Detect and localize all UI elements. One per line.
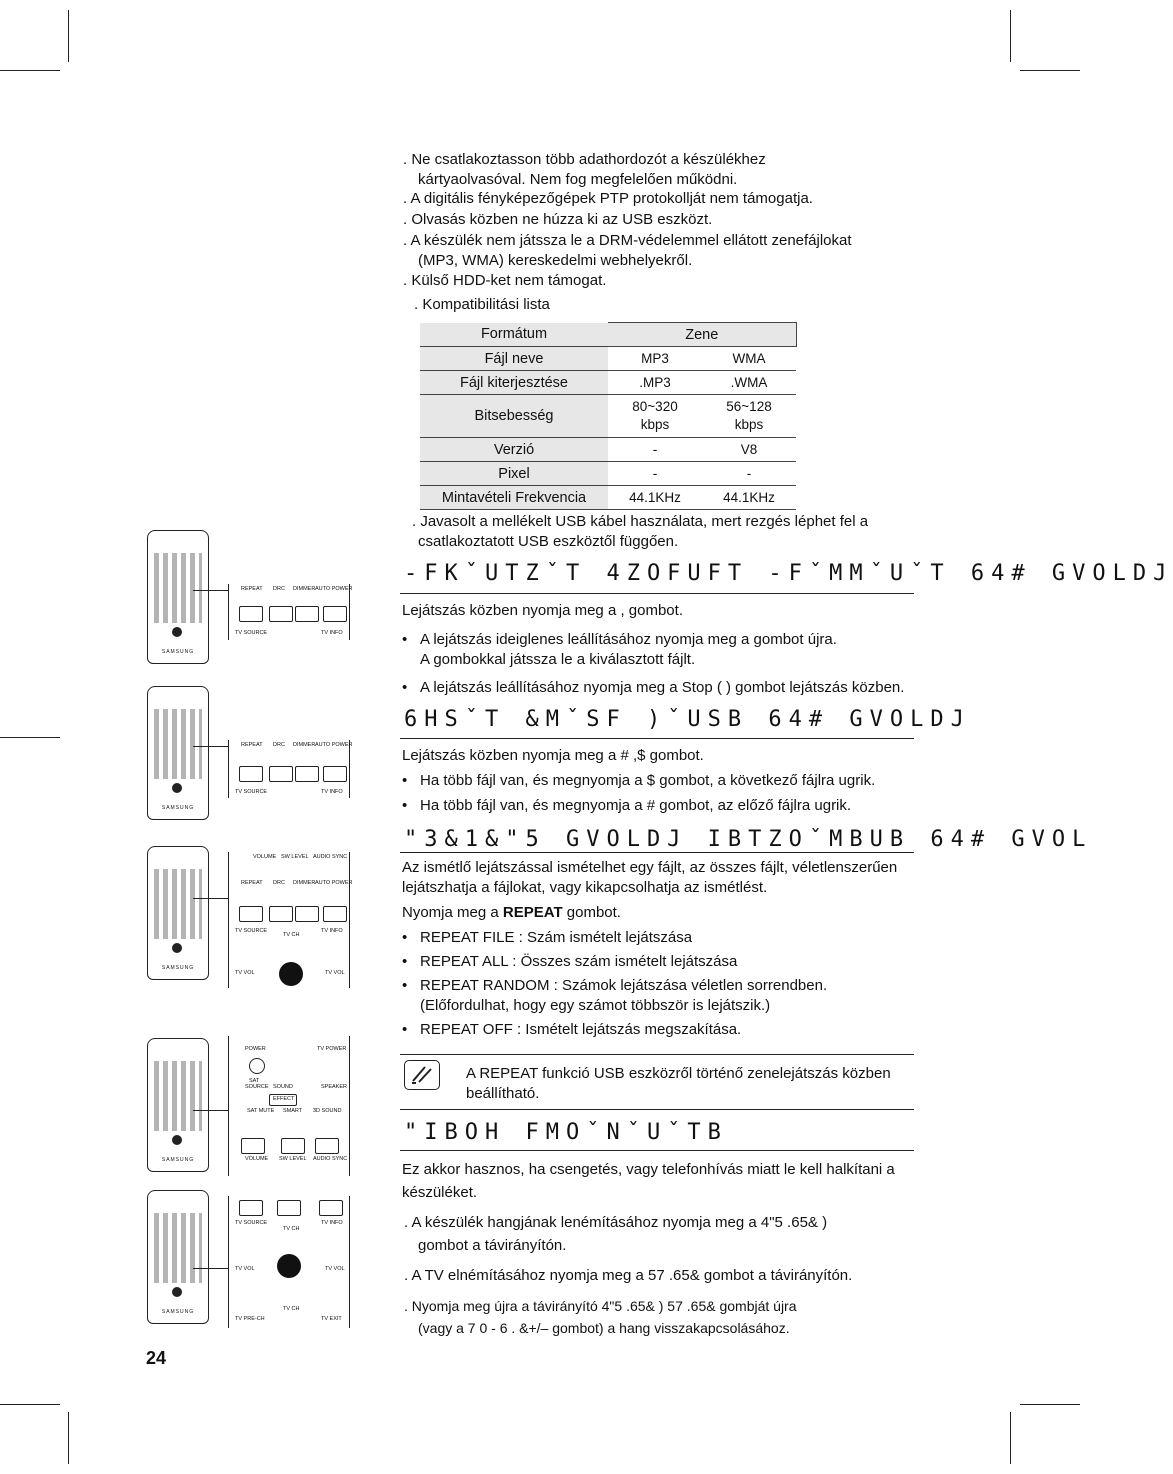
table-cell: V8 — [702, 438, 796, 462]
note-rule — [400, 1054, 914, 1055]
remote-zoom-panel: VOLUME SW LEVEL AUDIO SYNC REPEAT DRC DIMMER AUTO POWER TV SOURCE TV CH TV INFO TV VOL TV VOL — [228, 852, 350, 988]
list-item: • REPEAT FILE : Szám ismételt lejátszása — [420, 928, 692, 948]
table-row — [420, 347, 796, 371]
section-rule — [400, 738, 914, 739]
remote-control-image: SAMSUNG — [147, 530, 209, 664]
section-heading: "3&1&"5 GVOLDJ IBTZOˇMBUB 64# GVOL — [404, 827, 1093, 852]
paragraph: Az ismétlő lejátszással ismételhet egy fájlt, az összes fájlt, véletlenszerűen lejátszhatja a fájlokat, vagy kikapcsolhatja az ismétlést. — [402, 859, 898, 896]
table-cell: - — [608, 438, 702, 462]
table-row — [420, 438, 796, 462]
intro-item-2: . A digitális fényképezőgépek PTP protokollját nem támogatja. — [403, 190, 813, 207]
section-rule — [400, 593, 914, 594]
compat-label: . Kompatibilitási lista — [414, 296, 550, 313]
list-item: • A lejátszás ideiglenes leállításához nyomja meg a gombot újra. A gombokkal játssza le a kiválasztott fájlt. — [420, 630, 837, 670]
section-heading: 6HSˇT &MˇSF )ˇUSB 64# GVOLDJ — [404, 707, 971, 732]
compat-table — [420, 322, 797, 510]
note-rule — [400, 1109, 914, 1110]
list-item: . A készülék hangjának lenémításához nyomja meg a 4"5 .65& ) gombot a távirányítón. — [404, 1214, 828, 1254]
remote-zoom-panel: POWER TV POWER SAT SOURCE SOUND SPEAKER EFFECT SAT MUTE SMART 3D SOUND VOLUME SW LEVEL AUDIO SYNC — [228, 1036, 350, 1176]
crop-mark — [1010, 1412, 1011, 1464]
callout-line — [193, 746, 229, 747]
table-cell-label: Bitsebesség — [420, 395, 608, 438]
table-cell-label: Fájl neve — [420, 347, 608, 371]
table-cell: MP3 — [608, 347, 702, 371]
usb-cable-note: . Javasolt a mellékelt USB kábel használata, mert rezgés léphet fel a csatlakoztatott USB eszköztől függően. — [412, 513, 869, 550]
section-heading: "IBOH FMOˇNˇUˇTB — [404, 1120, 728, 1145]
callout-line — [193, 1268, 229, 1269]
crop-mark — [1020, 70, 1080, 71]
list-item: . A TV elnémításához nyomja meg a 57 .65& gombot a távirányítón. — [404, 1267, 853, 1284]
note-text: A REPEAT funkció USB eszközről történő zenelejátszás közben beállítható. — [466, 1065, 891, 1102]
remote-zoom-panel: REPEAT DRC DIMMER AUTO POWER TV SOURCE TV INFO — [228, 740, 350, 798]
crop-mark — [0, 70, 60, 71]
table-header-cell: Zene — [608, 323, 796, 347]
remote-zoom-panel: TV SOURCE TV CH TV INFO TV VOL TV VOL TV CH TV PRE-CH TV EXIT — [228, 1196, 350, 1328]
table-cell: - — [608, 462, 702, 486]
list-item: • REPEAT OFF : Ismételt lejátszás megszakítása. — [420, 1020, 741, 1040]
section-heading: -FKˇUTZˇT 4ZOFUFT -FˇMMˇUˇT 64# GVOLDJ — [404, 561, 1173, 586]
callout-line — [193, 1110, 229, 1111]
remote-control-image: SAMSUNG — [147, 1038, 209, 1172]
table-row — [420, 371, 796, 395]
intro-item-5: . Külső HDD-ket nem támogat. — [403, 272, 607, 289]
intro-item-4: . A készülék nem játssza le a DRM-védelemmel ellátott zenefájlokat (MP3, WMA) kereskedelmi webhelyekről. — [403, 232, 852, 269]
list-item: • Ha több fájl van, és megnyomja a $ gombot, a következő fájlra ugrik. — [420, 771, 875, 791]
table-row — [420, 395, 796, 438]
list-item: . Nyomja meg újra a távirányító 4"5 .65& ) 57 .65& gombját újra (vagy a 7 0 - 6 . &+/– gombot) a hang visszakapcsolásához. — [404, 1298, 797, 1336]
table-cell: 80~320 kbps — [608, 395, 702, 438]
instruction: Nyomja meg a REPEAT gombot. — [402, 904, 621, 921]
crop-mark — [0, 737, 60, 738]
table-cell: 44.1KHz — [702, 486, 796, 510]
section-rule — [400, 852, 914, 853]
crop-mark — [1020, 1404, 1080, 1405]
section-lead: Lejátszás közben nyomja meg a # ,$ gombot. — [402, 747, 704, 764]
section-rule — [400, 1150, 914, 1151]
table-cell-label: Mintavételi Frekvencia — [420, 486, 608, 510]
table-cell: 56~128 kbps — [702, 395, 796, 438]
table-header-row — [420, 323, 796, 347]
table-cell-label: Verzió — [420, 438, 608, 462]
crop-mark — [68, 1412, 69, 1464]
table-header-cell: Formátum — [420, 323, 608, 347]
remote-control-image: SAMSUNG — [147, 846, 209, 980]
callout-line — [193, 898, 229, 899]
table-row — [420, 462, 796, 486]
list-item: • A lejátszás leállításához nyomja meg a Stop ( ) gombot lejátszás közben. — [420, 678, 904, 698]
crop-mark — [1010, 10, 1011, 62]
note-icon — [404, 1060, 440, 1090]
table-cell: - — [702, 462, 796, 486]
table-row — [420, 486, 796, 510]
remote-control-image: SAMSUNG — [147, 1190, 209, 1324]
table-cell: .WMA — [702, 371, 796, 395]
table-cell: 44.1KHz — [608, 486, 702, 510]
callout-line — [193, 590, 229, 591]
intro-item-1: . Ne csatlakoztasson több adathordozót a készülékhez kártyaolvasóval. Nem fog megfelelően működni. — [403, 151, 766, 188]
table-cell: .MP3 — [608, 371, 702, 395]
table-cell-label: Pixel — [420, 462, 608, 486]
section-lead: Lejátszás közben nyomja meg a , gombot. — [402, 602, 683, 619]
list-item: • REPEAT RANDOM : Számok lejátszása véletlen sorrendben. (Előfordulhat, hogy egy számot többször is lejátszik.) — [420, 976, 827, 1016]
crop-mark — [0, 1404, 60, 1405]
page-number: 24 — [146, 1348, 167, 1368]
crop-mark — [68, 10, 69, 62]
remote-control-image: SAMSUNG — [147, 686, 209, 820]
paragraph: Ez akkor hasznos, ha csengetés, vagy telefonhívás miatt le kell halkítani a készüléket. — [402, 1161, 895, 1201]
list-item: • Ha több fájl van, és megnyomja a # gombot, az előző fájlra ugrik. — [420, 796, 851, 816]
intro-item-3: . Olvasás közben ne húzza ki az USB eszközt. — [403, 211, 713, 228]
table-cell-label: Fájl kiterjesztése — [420, 371, 608, 395]
list-item: • REPEAT ALL : Összes szám ismételt lejátszása — [420, 952, 737, 972]
table-cell: WMA — [702, 347, 796, 371]
remote-zoom-panel: REPEAT DRC DIMMER AUTO POWER TV SOURCE TV INFO — [228, 584, 350, 640]
